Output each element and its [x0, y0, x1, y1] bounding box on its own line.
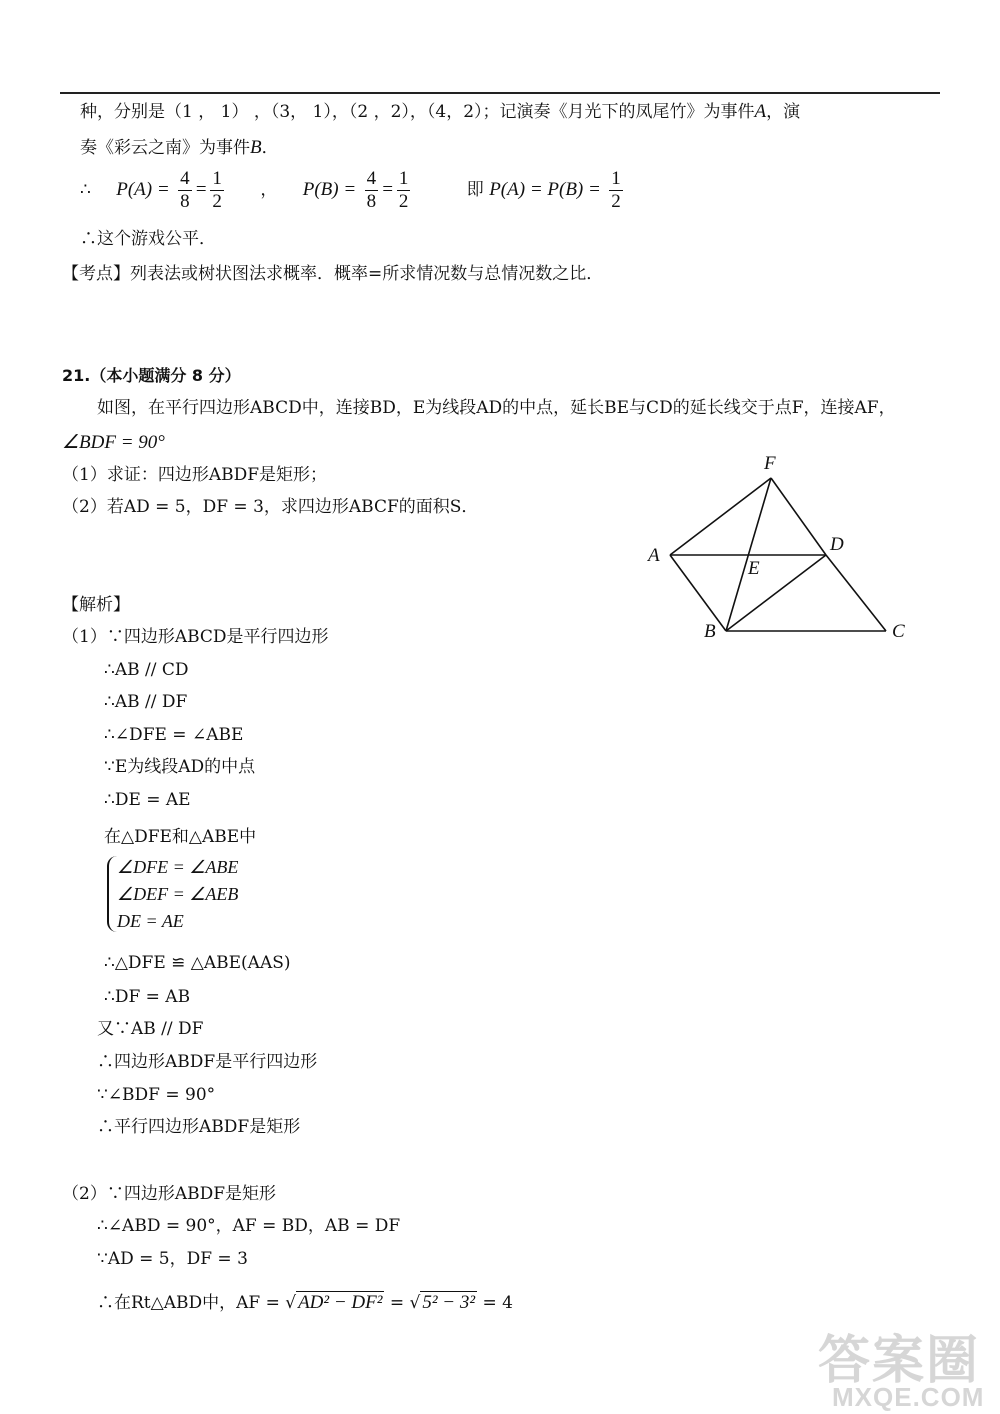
- prob-line-2-text: 奏《彩云之南》为事件: [80, 138, 250, 158]
- solution-step: ∴DE = AE: [104, 790, 191, 810]
- final-lhs: ∴在Rt△ABD中，AF =: [97, 1293, 280, 1313]
- solution-step: 在△DFE和△ABE中: [104, 827, 257, 847]
- pa-lhs: P(A) =: [116, 178, 170, 200]
- label-a: A: [648, 545, 660, 566]
- label-c: C: [892, 621, 905, 642]
- eq-frac: $\frac{1}{2}$: [611, 168, 621, 212]
- pb-lhs: P(B) =: [302, 178, 357, 200]
- prob-line-1: [80, 101, 800, 124]
- watermark-url: MXQE.COM: [832, 1382, 985, 1412]
- prob-line-1-tail: ，演: [766, 102, 801, 122]
- segment-af: [670, 478, 771, 555]
- event-a: A: [754, 101, 767, 122]
- pb-frac-1: $\frac{4}{8}$: [366, 168, 377, 212]
- condition-1: ∠DFE = ∠ABE: [117, 857, 239, 877]
- solution-step: ∵E为线段AD的中点: [104, 757, 256, 777]
- final-eq: =: [389, 1293, 405, 1313]
- condition-2: ∠DEF = ∠AEB: [117, 884, 239, 904]
- solution-step: ∴∠ABD = 90°，AF = BD，AB = DF: [97, 1216, 401, 1236]
- condition-3: DE = AE: [117, 911, 184, 931]
- solution-step: ∴AB // DF: [104, 692, 188, 712]
- segment-ab: [670, 555, 726, 631]
- solution-step: ∵∠BDF = 90°: [97, 1085, 216, 1105]
- prob-line-2: [80, 137, 279, 160]
- watermark-text: 答案圈: [818, 1332, 981, 1390]
- prob-line-1-text: 种，分别是（1 ， 1） ，（3， 1），（2 ，2），（4，2）；记演奏《月光下的凤尾竹》为事件: [80, 102, 755, 122]
- sqrt-1: √ AD² − DF²: [285, 1292, 383, 1313]
- solution-step: ∴∠DFE = ∠ABE: [104, 725, 244, 745]
- pa-frac-1: $\frac{4}{8}$: [180, 168, 190, 212]
- probability-equations: ∴ P(A) = $\frac{4}{8}$ = $\frac{1}{2}$ ， P(B) = $\frac{4}{8}$ = $\frac{1}{2}$ 即 P(A) = P(B) = $\frac{1}{2}$: [80, 168, 621, 212]
- question-part-1: （1）求证：四边形ABDF是矩形；: [62, 465, 328, 485]
- question-title: 21.（本小题满分 8 分）: [62, 366, 241, 385]
- solution-step: （2）∵四边形ABDF是矩形: [62, 1184, 277, 1204]
- prob-line-2-tail: ．: [261, 138, 279, 158]
- question-stem-angle: ∠BDF = 90°: [62, 432, 165, 453]
- fair-conclusion: ∴这个游戏公平．: [80, 229, 216, 249]
- solution-heading: 【解析】: [62, 595, 130, 615]
- watermark-logo: [818, 1318, 985, 1412]
- solution-step: ∴DF = AB: [104, 987, 191, 1007]
- solution-step: （1）∵四边形ABCD是平行四边形: [62, 627, 329, 647]
- therefore-symbol: ∴: [80, 179, 91, 200]
- segment-bd: [726, 555, 826, 631]
- top-rule: [60, 92, 940, 94]
- kaodian-note: 【考点】列表法或树状图法求概率．概率=所求情况数与总情况数之比．: [62, 264, 604, 284]
- eq-prefix: 即: [466, 179, 484, 200]
- solution-step: ∴AB // CD: [104, 660, 189, 680]
- question-stem: 如图，在平行四边形ABCD中，连接BD，E为线段AD的中点，延长BE与CD的延长线交于点F，连接AF，: [97, 398, 896, 418]
- solution-step: ∴四边形ABDF是平行四边形: [97, 1052, 318, 1072]
- segment-fd: [771, 478, 826, 555]
- event-b: B: [250, 137, 262, 158]
- eq-body: P(A) = P(B) =: [489, 178, 601, 200]
- geometry-figure: [630, 440, 930, 660]
- sqrt-2: √ 5² − 3²: [409, 1292, 476, 1313]
- solution-step: ∵AD = 5，DF = 3: [97, 1249, 248, 1269]
- solution-step: ∴平行四边形ABDF是矩形: [97, 1117, 301, 1137]
- pb-frac-2: $\frac{1}{2}$: [398, 168, 409, 212]
- solution-step: 又∵AB // DF: [97, 1019, 204, 1039]
- solution-step: ∴△DFE ≌ △ABE(AAS): [104, 953, 291, 973]
- pa-frac-2: $\frac{1}{2}$: [212, 168, 222, 212]
- label-d: D: [830, 534, 844, 555]
- label-b: B: [704, 621, 716, 642]
- separator-comma: ，: [260, 179, 278, 200]
- label-e: E: [748, 558, 760, 579]
- question-part-2: （2）若AD = 5，DF = 3，求四边形ABCF的面积S．: [62, 497, 479, 517]
- label-f: F: [764, 453, 776, 474]
- solution-final: [97, 1292, 513, 1315]
- final-result: = 4: [482, 1293, 513, 1313]
- segment-dc: [826, 555, 886, 631]
